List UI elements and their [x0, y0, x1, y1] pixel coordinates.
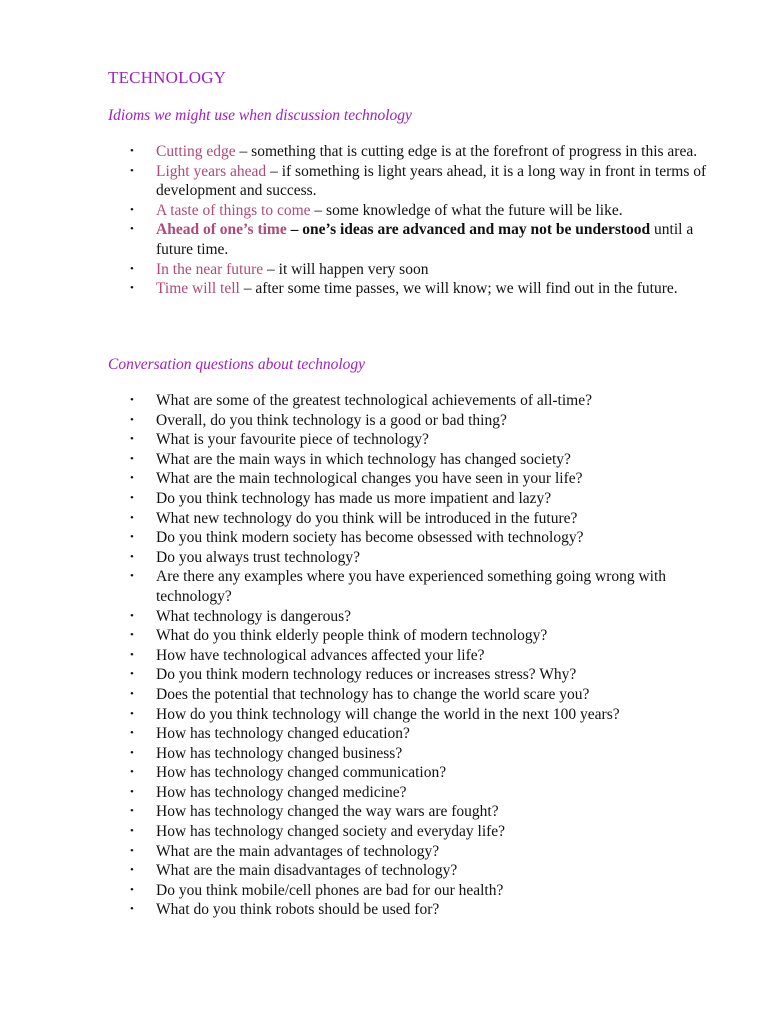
list-item [0, 842, 768, 862]
question-text: What do you think robots should be used for? [156, 901, 440, 919]
list-item [0, 724, 768, 744]
bullet-icon: • [130, 864, 134, 877]
question-text: How has technology changed medicine? [156, 783, 407, 801]
question-text: How has technology changed communication? [156, 764, 447, 782]
questions-list [0, 391, 768, 920]
question-text: What new technology do you think will be introduced in the future? [156, 509, 578, 527]
list-item [0, 548, 768, 568]
bullet-icon: • [130, 746, 134, 759]
list-item [0, 430, 768, 450]
bullet-icon: • [130, 394, 134, 406]
idiom-term: A taste of things to come [156, 201, 311, 219]
bullet-icon: • [130, 511, 134, 524]
idiom-term: Time will tell [156, 280, 240, 298]
question-text: What technology is dangerous? [156, 607, 351, 625]
questions-heading: Conversation questions about technology [108, 356, 366, 373]
list-item [0, 279, 768, 299]
question-text: How has technology changed society and everyday life? [156, 823, 506, 841]
list-item [0, 162, 768, 201]
question-text: How has technology changed education? [156, 725, 410, 743]
bullet-icon: • [130, 903, 134, 916]
list-item [0, 685, 768, 705]
idiom-term: In the near future [156, 260, 264, 278]
bullet-icon: • [130, 609, 134, 622]
bullet-icon: • [130, 629, 134, 642]
bullet-icon: • [130, 668, 134, 681]
idioms-heading: Idioms we might use when discussion technology [108, 107, 412, 124]
question-text: Do you think technology has made us more impatient and lazy? [156, 489, 552, 507]
list-item [0, 142, 768, 162]
question-text: Do you think modern technology reduces or increases stress? Why? [156, 666, 577, 684]
list-item [0, 450, 768, 470]
question-text: What are the main disadvantages of technology? [156, 862, 458, 880]
list-item [0, 900, 768, 920]
idiom-term: Light years ahead [156, 162, 267, 180]
bullet-icon: • [130, 825, 134, 838]
bullet-icon: • [130, 433, 134, 446]
list-item [0, 260, 768, 280]
list-item [0, 220, 768, 259]
idiom-term: Cutting edge [156, 143, 236, 160]
list-item [0, 822, 768, 842]
list-item [0, 201, 768, 221]
question-text: Overall, do you think technology is a good or bad thing? [156, 411, 507, 429]
list-item [0, 607, 768, 627]
idiom-definition: – after some time passes, we will know; we will find out in the future. [239, 280, 678, 298]
idiom-definition: until a future time. [156, 221, 694, 258]
bullet-icon: • [130, 164, 134, 177]
bullet-icon: • [130, 262, 134, 275]
bullet-icon: • [130, 550, 134, 563]
idiom-definition: – some knowledge of what the future will be like. [310, 201, 623, 219]
bullet-icon: • [130, 145, 134, 157]
list-item [0, 528, 768, 548]
list-item [0, 763, 768, 783]
bullet-icon: • [130, 531, 134, 544]
question-text: How do you think technology will change the world in the next 100 years? [156, 705, 620, 723]
idiom-definition: – something that is cutting edge is at the forefront of progress in this area. [235, 143, 698, 160]
idiom-definition-bold: – one’s ideas are advanced and may not be understood [286, 221, 651, 239]
bullet-icon: • [130, 785, 134, 798]
question-text: Are there any examples where you have experienced something going wrong with technology? [156, 568, 667, 605]
bullet-icon: • [130, 687, 134, 700]
question-text: Do you think modern society has become obsessed with technology? [156, 529, 584, 547]
bullet-icon: • [130, 491, 134, 504]
list-item [0, 469, 768, 489]
idioms-list [0, 142, 768, 299]
list-item [0, 861, 768, 881]
question-text: What are the main technological changes you have seen in your life? [156, 470, 583, 488]
bullet-icon: • [130, 570, 134, 583]
list-item [0, 881, 768, 901]
bullet-icon: • [130, 472, 134, 485]
bullet-icon: • [130, 282, 134, 295]
list-item [0, 626, 768, 646]
question-text: What do you think elderly people think of modern technology? [156, 627, 548, 645]
list-item [0, 411, 768, 431]
question-text: How have technological advances affected your life? [156, 646, 485, 664]
list-item [0, 665, 768, 685]
list-item [0, 744, 768, 764]
list-item [0, 646, 768, 666]
bullet-icon: • [130, 452, 134, 465]
list-item [0, 567, 768, 606]
bullet-icon: • [130, 727, 134, 740]
idiom-term: Ahead of one’s time [156, 221, 287, 239]
bullet-icon: • [130, 413, 134, 426]
list-item [0, 783, 768, 803]
bullet-icon: • [130, 707, 134, 720]
question-text: How has technology changed the way wars are fought? [156, 803, 499, 821]
list-item [0, 705, 768, 725]
question-text: What are the main advantages of technology? [156, 842, 440, 860]
bullet-icon: • [130, 648, 134, 661]
question-text: Do you always trust technology? [156, 548, 361, 566]
bullet-icon: • [130, 805, 134, 818]
idiom-definition: – if something is light years ahead, it is a long way in front in terms of development and success. [156, 162, 707, 200]
list-item [0, 802, 768, 822]
question-text: What are the main ways in which technology has changed society? [156, 450, 571, 468]
list-item [0, 391, 768, 411]
question-text: How has technology changed business? [156, 744, 403, 762]
question-text: Does the potential that technology has to change the world scare you? [156, 685, 590, 703]
question-text: Do you think mobile/cell phones are bad for our health? [156, 881, 504, 899]
list-item [0, 489, 768, 509]
bullet-icon: • [130, 766, 134, 779]
bullet-icon: • [130, 883, 134, 896]
question-text: What are some of the greatest technological achievements of all-time? [156, 392, 592, 409]
list-item [0, 509, 768, 529]
bullet-icon: • [130, 844, 134, 857]
bullet-icon: • [130, 223, 134, 236]
document-title: TECHNOLOGY [108, 68, 227, 87]
question-text: What is your favourite piece of technology? [156, 431, 429, 449]
bullet-icon: • [130, 203, 134, 216]
idiom-definition: – it will happen very soon [263, 260, 429, 278]
